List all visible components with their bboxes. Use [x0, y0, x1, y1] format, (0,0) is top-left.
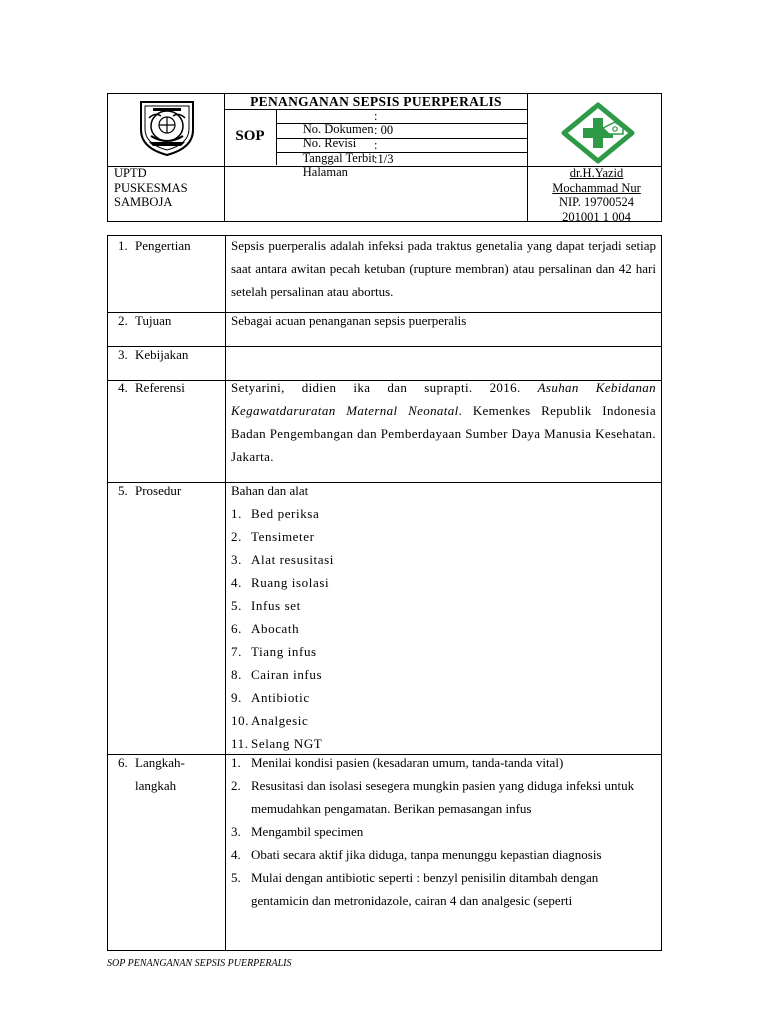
signatory-nip: NIP. 19700524 [558, 195, 634, 209]
list-item: 6. Abocath [231, 621, 300, 636]
sop-content-table [107, 235, 662, 951]
list-item: 4. Ruang isolasi [231, 575, 330, 590]
list-item: 3. Alat resusitasi [231, 552, 335, 567]
sop-label: SOP [235, 128, 265, 144]
prosedur-heading: Bahan dan alat [231, 483, 309, 498]
section-prosedur [231, 479, 656, 755]
section-label-referensi: 4. Referensi [118, 380, 185, 395]
meta-label: No. Revisi [302, 136, 357, 150]
list-item: 7. Tiang infus [231, 644, 317, 659]
steps-list [231, 751, 656, 912]
meta-value: : 00 [374, 123, 394, 137]
reference-book-title: Asuhan Kebidanan Kegawatdaruratan Maternal Neonatal [231, 380, 656, 418]
signatory-nip-2: 201001 1 004 [562, 209, 631, 224]
section-text-referensi: Setyarini, didien ika dan suprapti. 2016. Asuhan Kebidanan Kegawatdaruratan Maternal Neonatal. Kemenkes Republik Indonesia Badan Pengembangan dan Pemberdayaan Sumber Daya Manusia Kesehatan. Jakarta. [231, 380, 656, 464]
list-item: 4. Obati secara aktif jika diduga, tanpa menunggu kepastian diagnosis [231, 847, 602, 862]
list-item: 1. Menilai kondisi pasien (kesadaran umum, tanda-tanda vital) [231, 755, 564, 770]
section-text-tujuan: Sebagai acuan penanganan sepsis puerperalis [231, 313, 467, 328]
meta-value: : [374, 138, 378, 152]
meta-label: Halaman [302, 165, 348, 179]
list-item: 2. Tensimeter [231, 529, 315, 544]
document-title: PENANGANAN SEPSIS PUERPERALIS [250, 94, 502, 109]
section-label-pengertian: 1. Pengertian [118, 238, 191, 253]
signatory-block [530, 166, 663, 224]
signatory-name: dr.H.Yazid [569, 166, 624, 180]
regency-seal-icon [135, 96, 199, 158]
puskesmas-logo-icon [561, 102, 635, 164]
section-label-kebijakan: 3. Kebijakan [118, 347, 189, 362]
list-item: 9. Antibiotic [231, 690, 310, 705]
list-item: 5. Infus set [231, 598, 301, 613]
meta-label: Tanggal Terbit [302, 151, 376, 165]
section-label-tujuan: 2. Tujuan [118, 313, 172, 328]
list-item: 5. Mulai dengan antibiotic seperti : benzyl penisilin ditambah dengan gentamicin dan metronidazole, cairan 4 dan analgesic (seperti [231, 870, 599, 908]
meta-value: : [374, 109, 378, 123]
list-item: 8. Cairan infus [231, 667, 323, 682]
list-item: 1. Bed periksa [231, 506, 320, 521]
meta-value: :1/3 [374, 152, 394, 166]
sop-header-table [107, 93, 662, 222]
meta-label: No. Dokumen [302, 122, 374, 136]
section-label-langkah: 6. Langkah- langkah [118, 755, 185, 793]
section-label-prosedur: 5. Prosedur [118, 483, 182, 498]
section-text-pengertian: Sepsis puerperalis adalah infeksi pada traktus genetalia yang dapat terjadi setiap saat antara awitan pecah ketuban (rupture membran) atau persalinan dan 42 hari setelah persalinan atau abortus. [231, 238, 656, 299]
organization-name: UPTD PUSKESMAS SAMBOJA [114, 166, 188, 209]
list-item: 11. Selang NGT [231, 736, 323, 751]
list-item: 3. Mengambil specimen [231, 824, 364, 839]
list-item: 2. Resusitasi dan isolasi sesegera mungkin pasien yang diduga infeksi untuk memudahkan pengamatan. Berikan pemasangan infus [231, 778, 635, 816]
equipment-list [231, 502, 656, 755]
page-footer: SOP PENANGANAN SEPSIS PUERPERALIS [107, 958, 292, 969]
signatory-name-2: Mochammad Nur [552, 180, 641, 195]
meta-row-halaman [284, 152, 394, 205]
list-item: 10. Analgesic [231, 713, 309, 728]
section-langkah [231, 751, 656, 912]
